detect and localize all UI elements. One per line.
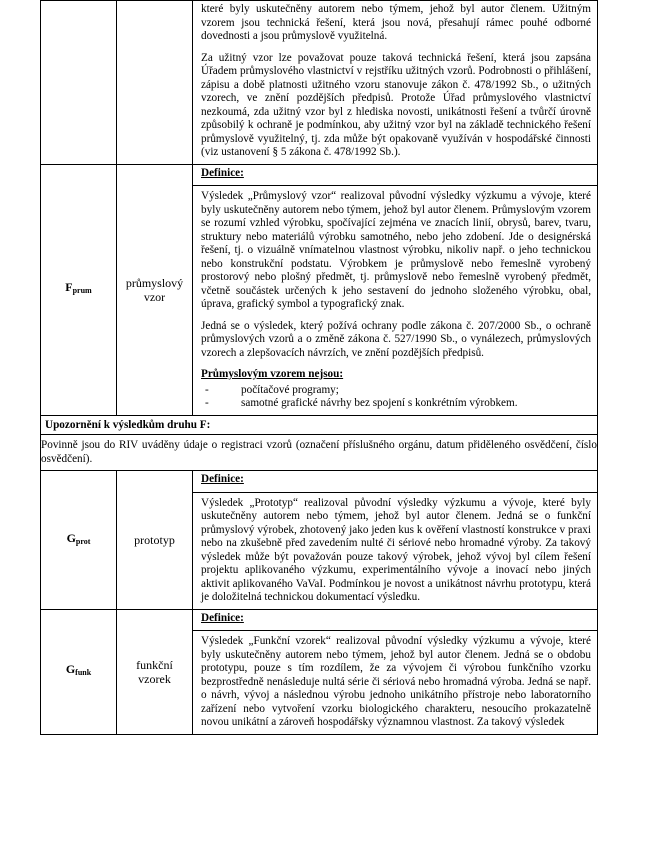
divider — [193, 185, 597, 186]
code-letter: G — [65, 662, 76, 677]
result-code — [41, 164, 117, 415]
document-page — [40, 0, 598, 735]
paragraph: Za užitný vzor lze považovat pouze taková technická řešení, která jsou zapsána Úřadem průmyslového vlastnictví v rejstříku užitných vzorů. Podrobnosti o přihlášení, zápisu a době platnosti užitného vzoru stanovuje zákon č. 478/1992 Sb., o užitných vzorech, ve znění pozdějších předpisů. Protože Úřad průmyslového vlastnictví nezkoumá, zda užitný vzor byl z hlediska novosti, unikátnosti řešení a tvůrčí úrovně způsobilý k ochraně je podmínkou, aby užitný vzor byl na základě technického řešení průmyslově využitelný, tj. zda může být opakovaně využíván v hospodářské činnosti (viz ustanovení § 5 zákona č. 478/1992 Sb.). — [201, 51, 591, 158]
definition-label: Definice: — [201, 166, 244, 179]
notice-divider — [41, 434, 597, 466]
table-row-continued — [41, 1, 598, 165]
notice-text: Povinně jsou do RIV uváděny údaje o registraci vzorů (označení příslušného orgánu, datum přiděleného osvědčení, číslo osvědčení). — [41, 439, 597, 465]
code-letter: G — [66, 530, 76, 545]
exclusions-list — [201, 384, 591, 411]
list-item: - počítačové programy; — [201, 384, 591, 398]
notice-title: Upozornění k výsledkům druhu F: — [45, 418, 211, 431]
notice-row — [41, 415, 598, 471]
result-types-table — [40, 0, 598, 735]
divider — [193, 492, 597, 493]
description-cell — [193, 609, 598, 734]
table-row-gprot — [41, 471, 598, 610]
code-cell-empty — [41, 1, 117, 165]
paragraph: Výsledek „Funkční vzorek“ realizoval původní výsledky výzkumu a vývoje, které byly uskutečněny autorem nebo týmem, jehož byl autor členem. Jedná se o obdobu prototypu, pouze s tím rozdílem, že za vývojem či výrobou funkčního vzorku bezprostředně nenásleduje nultá série či sériová nebo hromadná výroba. Jedná se např. o návrh, vývoj a následnou výrobu jednoho unikátního přístroje nebo laboratorního zařízení nebo vytvoření vzorku biologického charakteru, nesoucího prokazatelně novou unikátní a zároveň hospodářsky významnou vlastnost. Za takový výsledek — [201, 635, 591, 728]
result-code — [41, 609, 117, 734]
code-subscript: prum — [72, 286, 92, 296]
result-name: průmyslový vzor — [117, 164, 193, 415]
result-code — [41, 471, 117, 610]
definition-label: Definice: — [201, 611, 244, 624]
paragraph: které byly uskutečněny autorem nebo týmem, jehož byl autor členem. Užitným vzorem jsou technická řešení, která jsou nová, přesahují rámec pouhé odborné dovednosti a jsou průmyslově využitelná. — [201, 3, 591, 42]
table-row-fprum — [41, 164, 598, 415]
name-cell-empty — [117, 1, 193, 165]
result-name: funkční vzorek — [117, 609, 193, 734]
code-subscript: prot — [75, 536, 91, 546]
description-cell — [193, 164, 598, 415]
description-cell-continued — [193, 1, 598, 165]
table-row-gfunk — [41, 609, 598, 734]
code-subscript: funk — [75, 668, 92, 678]
paragraph: Výsledek „Prototyp“ realizoval původní výsledky výzkumu a vývoje, které byly uskutečněny autorem nebo týmem, jehož byl autor členem. Jedná se o funkční průmyslový výrobek, zhotovený jako jeden kus k ověření vlastností konstrukce v praxi nebo na zkušebně před zavedením nulté či sériové nebo hromadné výroby. Za takový výsledek může být považován pouze takový výrobek, jehož vývoj byl cílem řešení projektu aplikovaného výzkumu, experimentálního vývoje a inovací nebo jiných aktivit aplikovaného VaVaI. Podmínkou je novost a unikátnost návrhu prototypu, která je doložitelná technickou dokumentací výsledku. — [201, 496, 591, 603]
exclusions-label: Průmyslovým vzorem nejsou: — [201, 368, 344, 380]
code-letter: F — [65, 280, 73, 295]
paragraph: Výsledek „Průmyslový vzor“ realizoval původní výsledky výzkumu a vývoje, které byly uskutečněny autorem nebo týmem, jehož byl autor členem. Průmyslovým vzorem se rozumí vzhled výrobku, spočívající zejména ve znacích linií, obrysů, barev, tvaru, struktury nebo materiálů výrobku samotného, nebo jeho zdobení. Jde o designérská řešení, tj. o vizuálně vnímatelnou vlastnost výrobku, nikoliv např. o jeho technickou nebo konstrukční podstatu. Výrobkem je průmyslově nebo řemeslně vyrobený prostorový nebo plošný předmět, tj. průmyslově nebo řemeslně vyrobený předmět, včetně součástek určených k jeho sestavení do jednoho složeného výrobku, obal, úprava, grafický symbol a typografický znak. — [201, 190, 591, 310]
paragraph: Jedná se o výsledek, který požívá ochrany podle zákona č. 207/2000 Sb., o ochraně průmyslových vzorů a o změně zákona č. 527/1990 Sb., o vynálezech, průmyslových vzorech a zlepšovacích návrzích, ve znění pozdějších předpisů. — [201, 319, 591, 359]
notice-cell — [41, 415, 598, 471]
list-item: - samotné grafické návrhy bez spojení s konkrétním výrobkem. — [201, 397, 591, 411]
definition-label: Definice: — [201, 473, 244, 485]
divider — [193, 630, 597, 631]
result-name: prototyp — [117, 471, 193, 610]
description-cell — [193, 471, 598, 610]
